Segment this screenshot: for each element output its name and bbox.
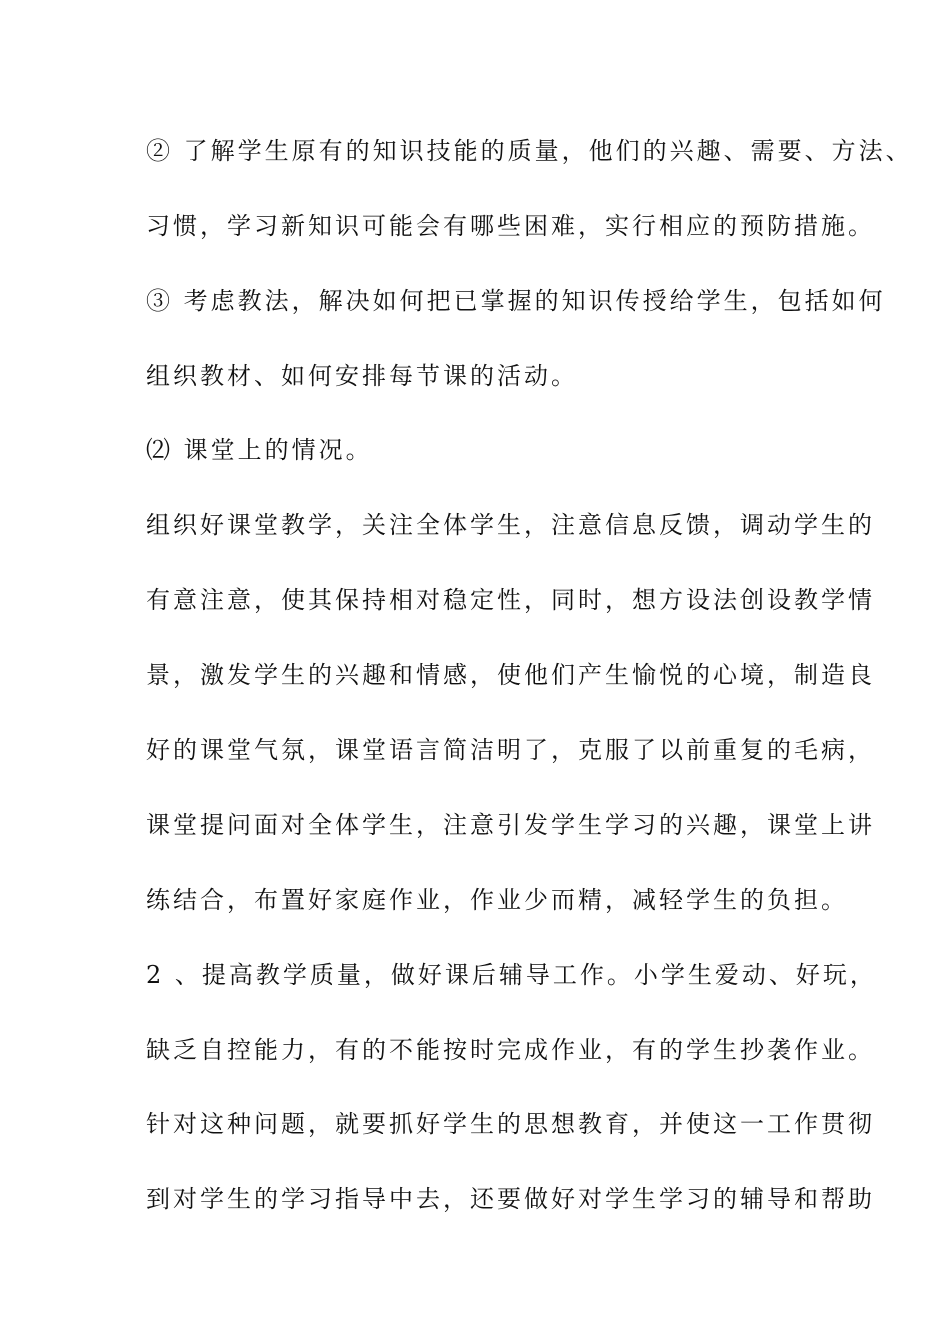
text-line: 练结合，布置好家庭作业，作业少而精，减轻学生的负担。 <box>146 886 848 914</box>
text-line: 针对这种问题，就要抓好学生的思想教育，并使这一工作贯彻 <box>146 1110 875 1138</box>
text-line: 组织好课堂教学，关注全体学生，注意信息反馈，调动学生的 <box>146 511 875 539</box>
text-line: 好的课堂气氛，课堂语言简洁明了，克服了以前重复的毛病， <box>146 736 875 764</box>
text-line: 到对学生的学习指导中去，还要做好对学生学习的辅导和帮助 <box>146 1185 875 1213</box>
text-line: 缺乏自控能力，有的不能按时完成作业，有的学生抄袭作业。 <box>146 1036 875 1064</box>
text-line: 有意注意，使其保持相对稳定性，同时，想方设法创设教学情 <box>146 586 875 614</box>
text-line: 习惯，学习新知识可能会有哪些困难，实行相应的预防措施。 <box>146 212 875 240</box>
text-line: 课堂提问面对全体学生，注意引发学生学习的兴趣，课堂上讲 <box>146 811 875 839</box>
section-heading: ⑵ 课堂上的情况。 <box>146 436 373 464</box>
text-line: 景，激发学生的兴趣和情感，使他们产生愉悦的心境，制造良 <box>146 661 875 689</box>
text-line: ③ 考虑教法，解决如何把已掌握的知识传授给学生，包括如何 <box>146 287 886 315</box>
text-line: 组织教材、如何安排每节课的活动。 <box>146 362 578 390</box>
text-line: ② 了解学生原有的知识技能的质量，他们的兴趣、需要、方法、 <box>146 137 913 165</box>
text-line: 2 、提高教学质量，做好课后辅导工作。小学生爱动、好玩， <box>146 961 877 989</box>
